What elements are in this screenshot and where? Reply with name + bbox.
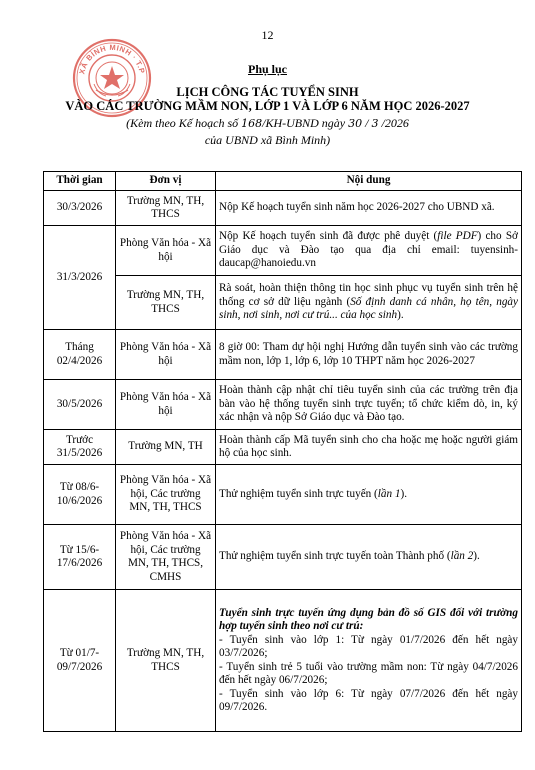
document-subtitle: (Kèm theo Kế hoạch số 168/KH-UBND ngày 30 / 3 /2026 [126, 116, 409, 130]
row-content: Thử nghiệm tuyển sinh trực tuyến toàn Thành phố (lần 2). [216, 525, 522, 590]
list-item: - Tuyển sinh vào lớp 1: Từ ngày 01/7/2026 đến hết ngày 03/7/2026; [219, 633, 518, 659]
row-date: 30/5/2026 [44, 380, 116, 430]
list-item: - Tuyển sinh trẻ 5 tuổi vào trường mầm non: Từ ngày 04/7/2026 đến hết ngày 06/7/2026; [219, 660, 518, 686]
table-row [44, 465, 522, 525]
svg-text:XÃ BÌNH MINH · T.P: XÃ BÌNH MINH · T.P [77, 42, 147, 75]
table-row [44, 191, 522, 226]
table-row [44, 590, 522, 732]
document-title: LỊCH CÔNG TÁC TUYỂN SINH [176, 85, 359, 99]
row-unit: Trường MN, TH, THCS [116, 590, 216, 732]
row-date: Từ 15/6-17/6/2026 [44, 525, 116, 590]
document-title-line2: VÀO CÁC TRƯỜNG MẦM NON, LỚP 1 VÀ LỚP 6 NĂM HỌC 2026-2027 [65, 99, 470, 113]
row-content [216, 590, 522, 732]
row-unit: Trường MN, TH, THCS [116, 191, 216, 226]
row-content: Thử nghiệm tuyển sinh trực tuyến (lần 1). [216, 465, 522, 525]
header-unit: Đơn vị [116, 172, 216, 191]
table-row [44, 276, 522, 330]
row-date: 31/3/2026 [44, 226, 116, 330]
schedule-table [43, 171, 522, 732]
plan-day: 30 [348, 117, 363, 130]
row-unit: Trường MN, TH, THCS [116, 276, 216, 330]
row-unit: Phòng Văn hóa - Xã hội, Các trường MN, TH, THCS, CMHS [116, 525, 216, 590]
row-content: Nộp Kế hoạch tuyển sinh năm học 2026-2027 cho UBND xã. [216, 191, 522, 226]
table-row [44, 525, 522, 590]
plan-month: 3 [371, 117, 379, 130]
header-date: Thời gian [44, 172, 116, 191]
row-date: Tháng 02/4/2026 [44, 330, 116, 380]
page-number: 12 [261, 28, 274, 42]
document-subtitle-line2: của UBND xã Bình Minh) [204, 133, 331, 147]
row-content: Nộp Kế hoạch tuyển sinh đã được phê duyệt (file PDF) cho Sở Giáo dục và Đào tạo qua địa chỉ email: tuyensinh-daucap@hanoiedu.vn [216, 226, 522, 276]
document-header [0, 62, 535, 148]
row-content: Hoàn thành cấp Mã tuyển sinh cho cha hoặc mẹ hoặc người giám hộ của học sinh. [216, 430, 522, 465]
row-unit: Phòng Văn hóa - Xã hội, Các trường MN, TH, THCS [116, 465, 216, 525]
gis-enrollment-title: Tuyển sinh trực tuyến ứng dụng bản đồ số GIS đối với trường hợp tuyển sinh theo nơi cư trú: [219, 606, 518, 632]
row-content: 8 giờ 00: Tham dự hội nghị Hướng dẫn tuyển sinh vào các trường mầm non, lớp 1, lớp 6, lớp 10 THPT năm học 2026-2027 [216, 330, 522, 380]
row-date: Từ 01/7-09/7/2026 [44, 590, 116, 732]
table-header-row [44, 172, 522, 191]
list-item: - Tuyển sinh vào lớp 6: Từ ngày 07/7/2026 đến hết ngày 09/7/2026. [219, 687, 518, 713]
header-content: Nội dung [216, 172, 522, 191]
row-unit: Trường MN, TH [116, 430, 216, 465]
table-row [44, 380, 522, 430]
table-row [44, 226, 522, 276]
appendix-label: Phụ lục [247, 62, 287, 76]
row-date: 30/3/2026 [44, 191, 116, 226]
row-date: Từ 08/6-10/6/2026 [44, 465, 116, 525]
row-content: Rà soát, hoàn thiện thông tin học sinh phục vụ tuyển sinh trên hệ thống cơ sở dữ liệu ngành (Số định danh cá nhân, họ tên, ngày sinh, nơi sinh, nơi cư trú... của học sinh). [216, 276, 522, 330]
table-row [44, 430, 522, 465]
row-date: Trước 31/5/2026 [44, 430, 116, 465]
row-unit: Phòng Văn hóa - Xã hội [116, 226, 216, 276]
table-row [44, 330, 522, 380]
row-unit: Phòng Văn hóa - Xã hội [116, 380, 216, 430]
row-unit: Phòng Văn hóa - Xã hội [116, 330, 216, 380]
plan-number: 168 [241, 117, 263, 130]
row-content: Hoàn thành cập nhật chỉ tiêu tuyển sinh của các trường trên địa bàn vào hệ thống tuyển sinh trực tuyến; tổ chức kiểm dò, in, ký xác nhận và nộp Sở Giáo dục và Đào tạo. [216, 380, 522, 430]
